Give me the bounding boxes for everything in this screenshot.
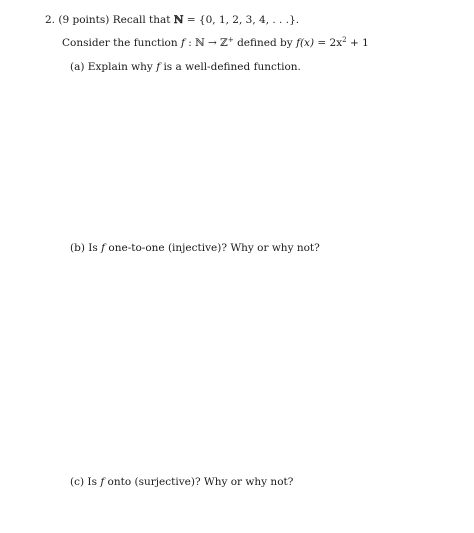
function-map: : ℕ → ℤ+ xyxy=(188,36,234,49)
recall-prefix: Recall that xyxy=(112,14,171,26)
natural-numbers-symbol: ℕ xyxy=(173,14,184,26)
function-name: f xyxy=(181,37,185,49)
part-a-pre: Explain why xyxy=(87,61,153,73)
part-a xyxy=(70,60,301,74)
part-c xyxy=(70,475,293,489)
part-c-label: (c) xyxy=(70,476,85,488)
formula-rhs: = $2x^2 + 1$ xyxy=(317,36,369,49)
defined-by-text: defined by xyxy=(237,37,293,49)
part-c-var: f xyxy=(100,476,105,488)
part-b-label: (b) xyxy=(70,242,85,254)
part-c-post: onto (surjective)? Why or why not? xyxy=(107,476,294,488)
part-c-pre: Is xyxy=(87,476,97,488)
part-a-label: (a) xyxy=(70,61,85,73)
part-b-var: f xyxy=(101,242,106,254)
part-b-pre: Is xyxy=(88,242,98,254)
part-a-post: is a well-defined function. xyxy=(163,61,301,73)
formula-lhs: f(x) xyxy=(296,37,315,49)
problem-header xyxy=(45,13,299,27)
part-b xyxy=(70,241,320,255)
problem-number: 2. xyxy=(45,14,56,26)
problem-points: (9 points) xyxy=(58,14,110,26)
intro-prefix: Consider the function xyxy=(62,37,178,49)
function-definition xyxy=(62,36,369,50)
part-b-post: one-to-one (injective)? Why or why not? xyxy=(108,242,320,254)
natural-numbers-definition: = {0, 1, 2, 3, 4, . . .}. xyxy=(186,14,300,26)
part-a-var: f xyxy=(156,61,161,73)
